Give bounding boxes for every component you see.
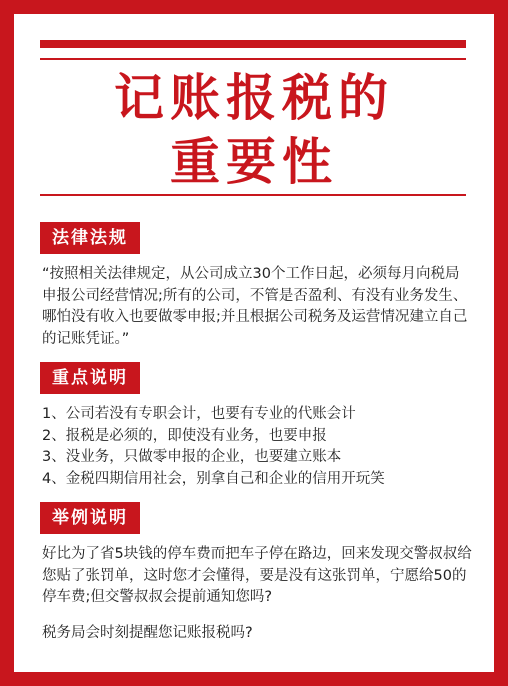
header-thin-rule	[40, 58, 466, 60]
section-example-question: 税务局会时刻提醒您记账报税吗?	[42, 625, 253, 641]
list-item: 4、金税四期信用社会，别拿自己和企业的信用开玩笑	[42, 470, 385, 487]
section-example-heading: 举例说明	[40, 502, 140, 534]
list-item: 1、公司若没有专职会计，也要有专业的代账会计	[42, 406, 356, 422]
section-key-points-heading: 重点说明	[40, 362, 140, 394]
header-bottom-rule	[40, 194, 466, 196]
poster-title-line1: 记账报税的	[114, 69, 394, 127]
section-law-heading: 法律法规	[40, 222, 140, 254]
list-item: 3、没业务，只做零申报的企业，也要建立账本	[42, 449, 342, 465]
list-item: 2、报税是必须的，即使没有业务，也要申报	[42, 427, 327, 444]
header-thick-rule	[40, 40, 466, 48]
poster-card	[14, 14, 494, 672]
section-example-text: 好比为了省5块钱的停车费而把车子停在路边，回来发现交警叔叔给您贴了张罚单，这时您才会懂得，要是没有这张罚单，宁愿给50的停车费;但交警叔叔会提前通知您吗?	[42, 546, 472, 605]
poster-title-line2: 重要性	[170, 133, 338, 191]
section-law-text: “按照相关法律规定，从公司成立30个工作日起，必须每月向税局申报公司经营情况;所有的公司，不管是否盈利、有没有业务发生、哪怕没有收入也要做零申报;并且根据公司税务及运营情况建立自己的记账凭证。”	[42, 266, 468, 347]
key-points-list	[42, 404, 472, 490]
